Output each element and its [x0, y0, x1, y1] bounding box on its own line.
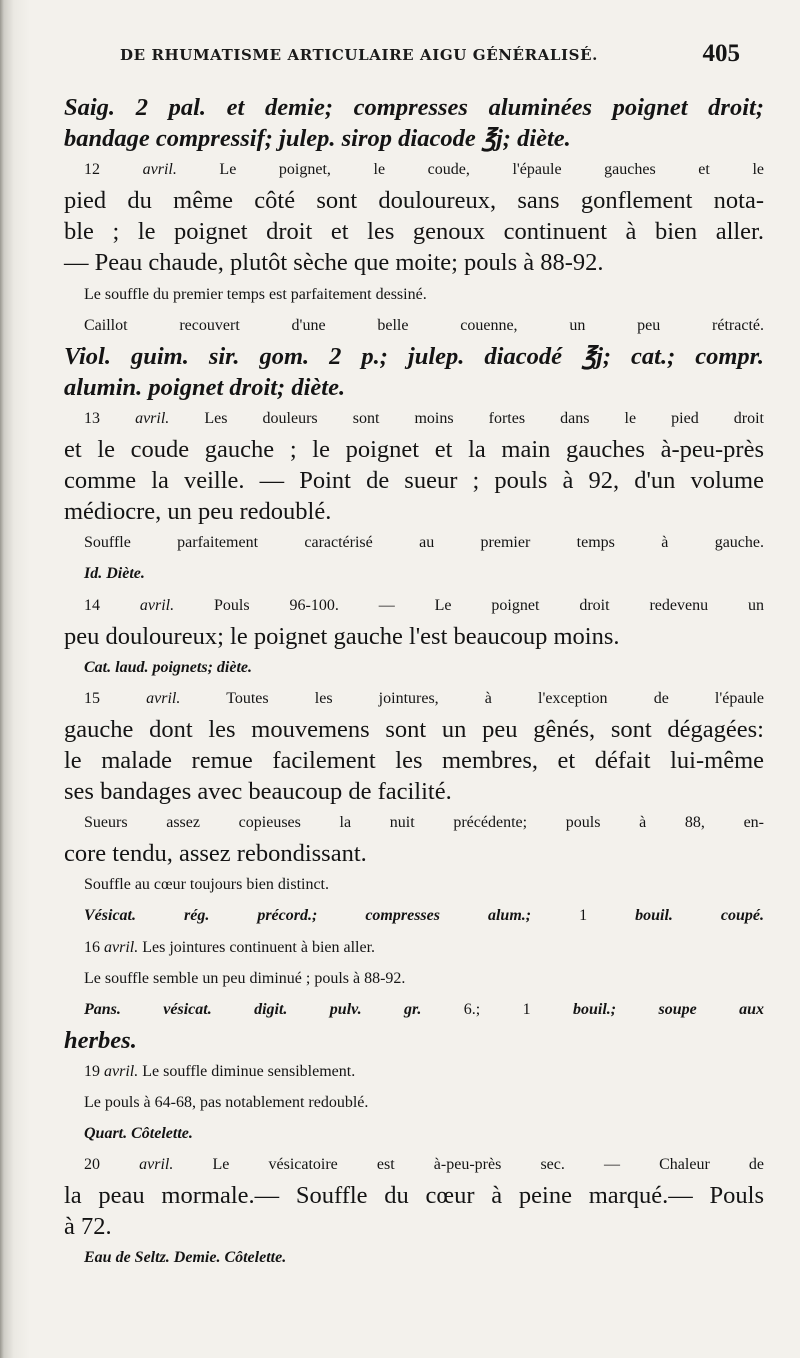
text-line: Cat. laud. poignets; diète.	[84, 658, 252, 676]
text-line	[64, 403, 764, 434]
text-run: avril.	[146, 689, 181, 707]
text-line: Souffle au cœur toujours bien distinct.	[84, 876, 329, 894]
text-line: peu douloureux; le poignet gauche l'est beaucoup moins.	[64, 622, 620, 650]
text-run: Pouls 96-100. — Le poignet droit redevenu un	[174, 596, 764, 614]
text-line: Souffle parfaitement caractérisé au premier temps à gauche.	[84, 534, 764, 552]
text-run: 6.; 1	[421, 1000, 573, 1018]
text-run: 12	[84, 161, 143, 179]
text-run: 16	[84, 938, 104, 956]
text-run: avril.	[139, 1156, 174, 1174]
text-line: Le souffle du premier temps est parfaitement dessiné.	[84, 285, 427, 303]
text-line	[64, 932, 764, 963]
text-line: herbes.	[64, 1026, 137, 1054]
text-run: 20	[84, 1156, 140, 1174]
text-line: bandage compressif; julep. sirop diacode ℥j; diète.	[64, 125, 571, 153]
text-line: alumin. poignet droit; diète.	[64, 373, 346, 401]
text-line: à 72.	[64, 1213, 112, 1241]
text-run: avril.	[135, 409, 170, 427]
text-run: bouil. coupé.	[635, 907, 764, 925]
text-line: Viol. guim. sir. gom. 2 p.; julep. diacodé ℥j; cat.; compr.	[64, 342, 764, 370]
text-line: comme la veille. — Point de sueur ; pouls à 92, d'un volume	[64, 467, 764, 495]
text-run: Les douleurs sont moins fortes dans le pied droit	[169, 409, 764, 427]
text-run: avril.	[104, 938, 139, 956]
body-text	[64, 92, 764, 1274]
text-run: avril.	[142, 161, 177, 179]
text-line: médiocre, un peu redoublé.	[64, 498, 332, 526]
text-line: Id. Diète.	[84, 565, 145, 583]
text-run: Pans. vésicat. digit. pulv. gr.	[84, 1000, 422, 1018]
text-line: Saig. 2 pal. et demie; compresses aluminées poignet droit;	[64, 94, 764, 121]
text-line: la peau mormale.— Souffle du cœur à peine marqué.— Pouls	[64, 1182, 764, 1210]
text-line	[64, 994, 764, 1025]
text-line: ble ; le poignet droit et les genoux continuent à bien aller.	[64, 218, 764, 246]
text-line	[64, 154, 764, 185]
text-line	[64, 683, 764, 714]
page-header	[120, 40, 740, 74]
text-run: 15	[84, 689, 147, 707]
text-line	[64, 1056, 764, 1087]
text-line	[64, 1149, 764, 1180]
text-line: Eau de Seltz. Demie. Côtelette.	[84, 1249, 287, 1267]
text-run: 1	[531, 907, 636, 925]
text-line	[64, 590, 764, 621]
text-run: Toutes les jointures, à l'exception de l'épaule	[180, 689, 764, 707]
text-line: Quart. Côtelette.	[84, 1125, 193, 1143]
text-line: core tendu, assez rebondissant.	[64, 840, 367, 868]
text-run: bouil.; soupe aux	[572, 1000, 764, 1018]
text-line: Le pouls à 64-68, pas notablement redoublé.	[84, 1094, 369, 1111]
text-run: 14	[84, 596, 140, 614]
text-line: pied du même côté sont douloureux, sans gonflement nota-	[64, 187, 764, 215]
text-line: Sueurs assez copieuses la nuit précédente; pouls à 88, en-	[84, 814, 764, 832]
text-line: Caillot recouvert d'une belle couenne, un peu rétracté.	[84, 316, 764, 334]
text-run: Vésicat. rég. précord.; compresses alum.;	[84, 907, 532, 925]
text-line: — Peau chaude, plutôt sèche que moite; pouls à 88-92.	[64, 249, 604, 277]
page-number: 405	[702, 40, 740, 67]
text-run: avril.	[139, 596, 175, 614]
text-line: gauche dont les mouvemens sont un peu gênés, sont dégagées:	[64, 715, 764, 743]
text-line: le malade remue facilement les membres, et défait lui-même	[64, 746, 764, 774]
text-line: Le souffle semble un peu diminué ; pouls à 88-92.	[84, 969, 406, 987]
text-run: Les jointures continuent à bien aller.	[138, 938, 376, 956]
text-run: 19	[84, 1062, 104, 1080]
text-line	[64, 900, 764, 931]
text-run: Le vésicatoire est à-peu-près sec. — Chaleur de	[173, 1156, 764, 1174]
running-head: DE RHUMATISME ARTICULAIRE AIGU GÉNÉRALISÉ.	[120, 46, 598, 64]
text-run: Le poignet, le coude, l'épaule gauches et le	[176, 161, 764, 179]
text-run: Le souffle diminue sensiblement.	[138, 1062, 356, 1080]
text-line: et le coude gauche ; le poignet et la main gauches à-peu-près	[64, 436, 764, 464]
text-line: ses bandages avec beaucoup de facilité.	[64, 778, 452, 806]
text-run: 13	[84, 409, 136, 427]
text-run: avril.	[104, 1062, 139, 1080]
